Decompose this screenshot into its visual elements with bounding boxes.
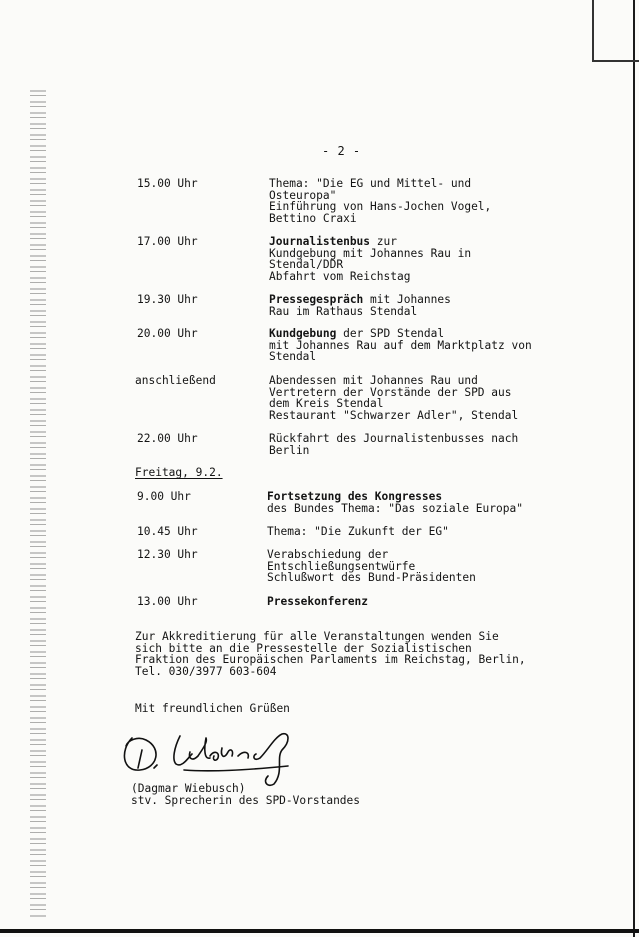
entry-line: Kundgebung mit Johannes Rau in [269,246,472,260]
entry-line: Osteuropa" [269,188,337,202]
entry-time: 13.00 Uhr [137,595,198,608]
entry-description [269,375,569,421]
entry-description [269,294,569,317]
entry-line: Abfahrt vom Reichstag [269,269,411,283]
entry-line: Journalistenbus zur [269,235,397,248]
entry-time: 15.00 Uhr [137,177,198,190]
entry-time: 17.00 Uhr [137,235,198,248]
entry-line: Entschließungsentwürfe [267,559,416,573]
handwritten-signature [118,728,308,788]
paragraph-line: sich bitte an die Pressestelle der Sozialistischen [135,641,472,655]
entry-time: 19.30 Uhr [137,293,198,306]
entry-description [267,549,567,584]
entry-line: Restaurant "Schwarzer Adler", Stendal [269,408,519,422]
scan-edge-bottom [0,923,639,937]
entry-time: 20.00 Uhr [137,327,198,340]
entry-line: Bettino Craxi [269,211,357,225]
entry-description [269,328,569,363]
signatory-name: (Dagmar Wiebusch) [131,782,246,795]
entry-time: 12.30 Uhr [137,548,198,561]
entry-description [269,236,569,282]
entry-time: 9.00 Uhr [137,490,191,503]
entry-line: mit Johannes Rau auf dem Marktplatz von [269,338,532,352]
entry-line: Pressegespräch mit Johannes [269,293,451,306]
paragraph-line: Zur Akkreditierung für alle Veranstaltungen wenden Sie [135,630,499,643]
entry-description [267,526,567,538]
entry-description [267,491,567,514]
entry-line: Fortsetzung des Kongresses [267,490,443,503]
entry-time: 10.45 Uhr [137,525,198,538]
entry-line: Abendessen mit Johannes Rau und [269,374,478,387]
entry-line: Thema: "Die EG und Mittel- und [269,177,472,190]
entry-line: Rau im Rathaus Stendal [269,304,418,318]
entry-line: Stendal/DDR [269,258,344,272]
closing-greeting: Mit freundlichen Grüßen [135,702,290,715]
scan-fold-horizontal [592,60,639,62]
page-number: - 2 - [322,144,361,158]
entry-time: 22.00 Uhr [137,432,198,445]
entry-line: Kundgebung der SPD Stendal [269,327,445,340]
scan-edge-right [627,0,639,937]
entry-line: Schlußwort des Bund-Präsidenten [267,571,476,585]
entry-line: Einführung von Hans-Jochen Vogel, [269,200,492,214]
scan-edge-left [30,90,46,920]
accreditation-paragraph [135,631,526,677]
entry-description [269,178,569,224]
entry-line: Berlin [269,443,310,457]
entry-line: Stendal [269,350,317,364]
signature-block [131,783,360,806]
entry-line: dem Kreis Stendal [269,397,384,411]
entry-line: Vertretern der Vorstände der SPD aus [269,385,512,399]
entry-line: Verabschiedung der [267,548,389,561]
entry-line: Rückfahrt des Journalistenbusses nach [269,432,519,445]
entry-time: anschließend [135,374,216,387]
entry-description [269,433,569,456]
entry-line: Pressekonferenz [267,595,369,608]
day-heading: Freitag, 9.2. [135,466,223,479]
paragraph-line: Tel. 030/3977 603-604 [135,664,277,678]
entry-description [267,596,567,608]
entry-line: Thema: "Die Zukunft der EG" [267,525,449,538]
entry-line: des Bundes Thema: "Das soziale Europa" [267,501,523,515]
paragraph-line: Fraktion des Europäischen Parlaments im Reichstag, Berlin, [135,653,526,667]
signatory-title: stv. Sprecherin des SPD-Vorstandes [131,793,361,807]
scan-fold-vertical [592,0,594,62]
